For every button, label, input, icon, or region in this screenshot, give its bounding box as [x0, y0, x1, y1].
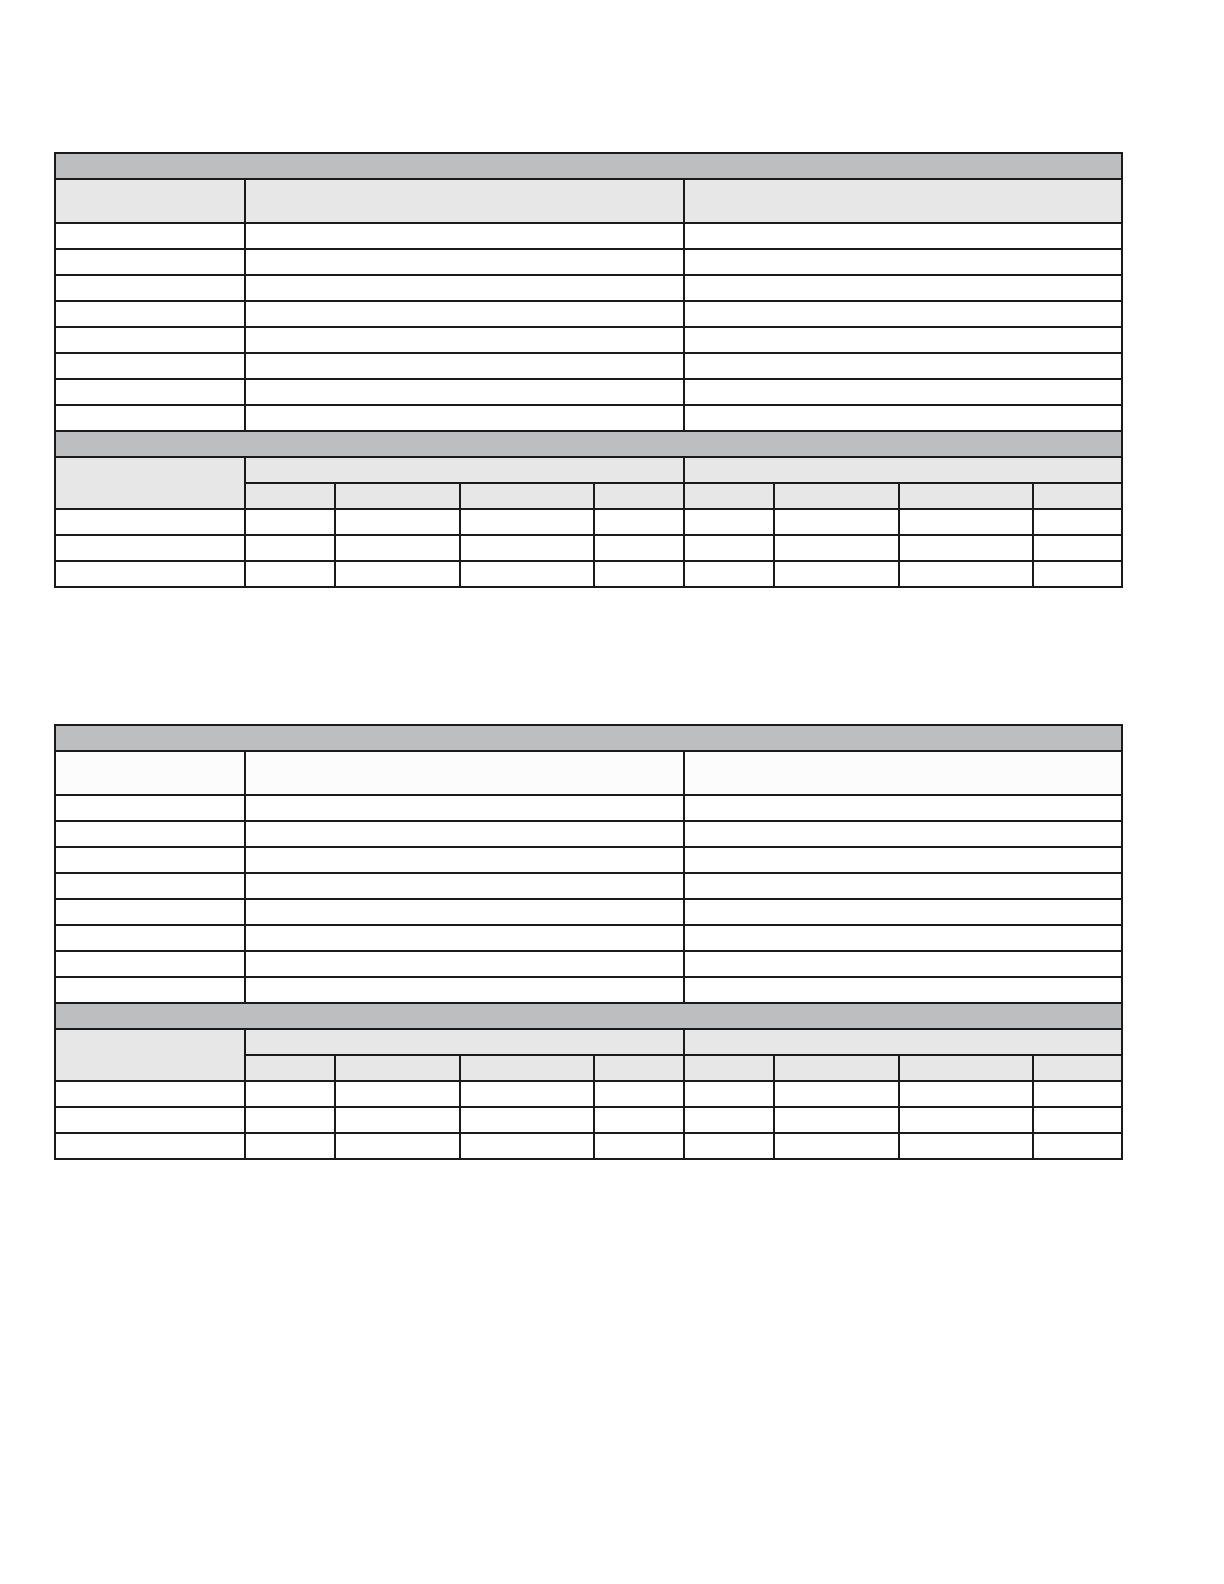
- table-cell[interactable]: [245, 405, 683, 431]
- column-header-cell: [684, 751, 1122, 795]
- table-cell[interactable]: [899, 1081, 1033, 1107]
- subcolumn-header-cell: [335, 483, 460, 509]
- row-label-header: [55, 457, 245, 509]
- table-cell[interactable]: [55, 977, 245, 1003]
- table-row: [55, 977, 1122, 1003]
- table-cell[interactable]: [684, 951, 1122, 977]
- table-cell[interactable]: [1033, 535, 1122, 561]
- table-row: [55, 301, 1122, 327]
- table-cell[interactable]: [245, 1081, 335, 1107]
- table-cell[interactable]: [460, 1081, 594, 1107]
- table-cell[interactable]: [774, 1133, 899, 1159]
- table-cell[interactable]: [460, 1107, 594, 1133]
- subcolumn-header-cell: [460, 1055, 594, 1081]
- table-cell[interactable]: [460, 535, 594, 561]
- table-cell[interactable]: [55, 847, 245, 873]
- table-cell[interactable]: [245, 977, 683, 1003]
- table-cell[interactable]: [335, 1107, 460, 1133]
- table-cell[interactable]: [594, 561, 683, 587]
- table-cell[interactable]: [55, 821, 245, 847]
- table-cell[interactable]: [335, 1133, 460, 1159]
- table-cell[interactable]: [684, 509, 774, 535]
- group-header-cell: [245, 1029, 683, 1055]
- table-cell[interactable]: [245, 873, 683, 899]
- table-cell[interactable]: [335, 509, 460, 535]
- table-cell[interactable]: [774, 561, 899, 587]
- table-cell[interactable]: [594, 1081, 683, 1107]
- table-cell[interactable]: [245, 301, 683, 327]
- table-cell[interactable]: [684, 795, 1122, 821]
- subcolumn-header-cell: [335, 1055, 460, 1081]
- table-cell[interactable]: [899, 1133, 1033, 1159]
- table-cell[interactable]: [899, 1107, 1033, 1133]
- table-cell[interactable]: [684, 353, 1122, 379]
- row-label-header: [55, 1029, 245, 1081]
- table-row: [55, 821, 1122, 847]
- table-cell[interactable]: [55, 795, 245, 821]
- table-cell[interactable]: [1033, 561, 1122, 587]
- table-row: [55, 1133, 1122, 1159]
- table-row: [55, 1081, 1122, 1107]
- subcolumn-header-cell: [460, 483, 594, 509]
- table-cell[interactable]: [55, 275, 245, 301]
- table-cell[interactable]: [245, 821, 683, 847]
- table-row: [55, 405, 1122, 431]
- table-cell[interactable]: [684, 821, 1122, 847]
- table-cell[interactable]: [55, 899, 245, 925]
- table-cell[interactable]: [245, 847, 683, 873]
- table-cell[interactable]: [684, 1107, 774, 1133]
- column-header-cell: [245, 751, 683, 795]
- table-cell[interactable]: [55, 405, 245, 431]
- table-cell[interactable]: [594, 1107, 683, 1133]
- table-cell[interactable]: [684, 535, 774, 561]
- table-cell[interactable]: [1033, 1081, 1122, 1107]
- table-cell[interactable]: [245, 275, 683, 301]
- table-cell[interactable]: [55, 1107, 245, 1133]
- table-cell[interactable]: [774, 535, 899, 561]
- table-row: [55, 795, 1122, 821]
- column-header-cell: [55, 179, 245, 223]
- table-cell[interactable]: [245, 1107, 335, 1133]
- table-cell[interactable]: [460, 1133, 594, 1159]
- column-header-row: [55, 751, 1122, 795]
- form-table-1: [54, 152, 1123, 588]
- table-cell[interactable]: [899, 561, 1033, 587]
- table-cell[interactable]: [684, 873, 1122, 899]
- table-row: [55, 535, 1122, 561]
- table-cell[interactable]: [335, 561, 460, 587]
- subcolumn-header-cell: [684, 483, 774, 509]
- table-row: [55, 249, 1122, 275]
- table-cell[interactable]: [245, 353, 683, 379]
- table-cell[interactable]: [684, 275, 1122, 301]
- table-row: [55, 899, 1122, 925]
- table-cell[interactable]: [899, 509, 1033, 535]
- column-header-row: [55, 179, 1122, 223]
- group-header-row: [55, 1029, 1122, 1055]
- table-cell[interactable]: [55, 327, 245, 353]
- subcolumn-header-cell: [594, 1055, 683, 1081]
- table-cell[interactable]: [55, 951, 245, 977]
- table-row: [55, 223, 1122, 249]
- table-cell[interactable]: [460, 509, 594, 535]
- table-cell[interactable]: [684, 561, 774, 587]
- table-cell[interactable]: [594, 535, 683, 561]
- table-cell[interactable]: [245, 951, 683, 977]
- section-header: [55, 725, 1122, 751]
- table-cell[interactable]: [684, 223, 1122, 249]
- table-row: [55, 847, 1122, 873]
- table-row: [55, 873, 1122, 899]
- table-cell[interactable]: [55, 1133, 245, 1159]
- table-row: [55, 1107, 1122, 1133]
- table-cell[interactable]: [1033, 1133, 1122, 1159]
- table-cell[interactable]: [684, 977, 1122, 1003]
- table-row: [55, 561, 1122, 587]
- table-cell[interactable]: [335, 1081, 460, 1107]
- table-cell[interactable]: [684, 1081, 774, 1107]
- table-cell[interactable]: [55, 249, 245, 275]
- table-row: [55, 379, 1122, 405]
- group-header-cell: [684, 1029, 1122, 1055]
- group-header-cell: [245, 457, 683, 483]
- table-cell[interactable]: [684, 1133, 774, 1159]
- table-cell[interactable]: [245, 561, 335, 587]
- subcolumn-header-cell: [684, 1055, 774, 1081]
- table-cell[interactable]: [1033, 1107, 1122, 1133]
- subcolumn-header-cell: [1033, 483, 1122, 509]
- table-row: [55, 275, 1122, 301]
- table-cell[interactable]: [245, 535, 335, 561]
- group-header-cell: [684, 457, 1122, 483]
- table-cell[interactable]: [245, 249, 683, 275]
- subcolumn-header-cell: [774, 483, 899, 509]
- table-cell[interactable]: [684, 925, 1122, 951]
- table-cell[interactable]: [774, 509, 899, 535]
- table-cell[interactable]: [899, 535, 1033, 561]
- table-cell[interactable]: [335, 535, 460, 561]
- table-row: [55, 925, 1122, 951]
- table-cell[interactable]: [245, 925, 683, 951]
- group-header-row: [55, 457, 1122, 483]
- column-header-cell: [245, 179, 683, 223]
- table-cell[interactable]: [460, 561, 594, 587]
- table-cell[interactable]: [55, 925, 245, 951]
- table-row: [55, 509, 1122, 535]
- column-header-cell: [684, 179, 1122, 223]
- table-cell[interactable]: [684, 327, 1122, 353]
- table-row: [55, 327, 1122, 353]
- table-cell[interactable]: [55, 561, 245, 587]
- table-cell[interactable]: [55, 509, 245, 535]
- column-header-cell: [55, 751, 245, 795]
- table-cell[interactable]: [594, 509, 683, 535]
- table-cell[interactable]: [55, 1081, 245, 1107]
- section-header: [55, 153, 1122, 179]
- subcolumn-header-cell: [774, 1055, 899, 1081]
- table-cell[interactable]: [684, 405, 1122, 431]
- table-row: [55, 951, 1122, 977]
- section-header: [55, 431, 1122, 457]
- table-cell[interactable]: [55, 353, 245, 379]
- table-cell[interactable]: [684, 249, 1122, 275]
- subcolumn-header-cell: [594, 483, 683, 509]
- table-row: [55, 353, 1122, 379]
- table-cell[interactable]: [684, 379, 1122, 405]
- subcolumn-header-cell: [1033, 1055, 1122, 1081]
- table-cell[interactable]: [774, 1107, 899, 1133]
- subcolumn-header-cell: [245, 483, 335, 509]
- section-header: [55, 1003, 1122, 1029]
- table-cell[interactable]: [55, 223, 245, 249]
- subcolumn-header-cell: [899, 483, 1033, 509]
- table-cell[interactable]: [245, 795, 683, 821]
- table-cell[interactable]: [245, 1133, 335, 1159]
- table-cell[interactable]: [55, 873, 245, 899]
- table-cell[interactable]: [245, 509, 335, 535]
- table-cell[interactable]: [55, 301, 245, 327]
- table-cell[interactable]: [245, 379, 683, 405]
- table-cell[interactable]: [55, 535, 245, 561]
- table-cell[interactable]: [684, 301, 1122, 327]
- subcolumn-header-cell: [245, 1055, 335, 1081]
- table-cell[interactable]: [245, 899, 683, 925]
- table-cell[interactable]: [684, 899, 1122, 925]
- table-cell[interactable]: [594, 1133, 683, 1159]
- table-cell[interactable]: [245, 327, 683, 353]
- table-cell[interactable]: [684, 847, 1122, 873]
- table-cell[interactable]: [55, 379, 245, 405]
- table-cell[interactable]: [774, 1081, 899, 1107]
- subcolumn-header-cell: [899, 1055, 1033, 1081]
- table-cell[interactable]: [1033, 509, 1122, 535]
- table-cell[interactable]: [245, 223, 683, 249]
- form-table-2: [54, 724, 1123, 1160]
